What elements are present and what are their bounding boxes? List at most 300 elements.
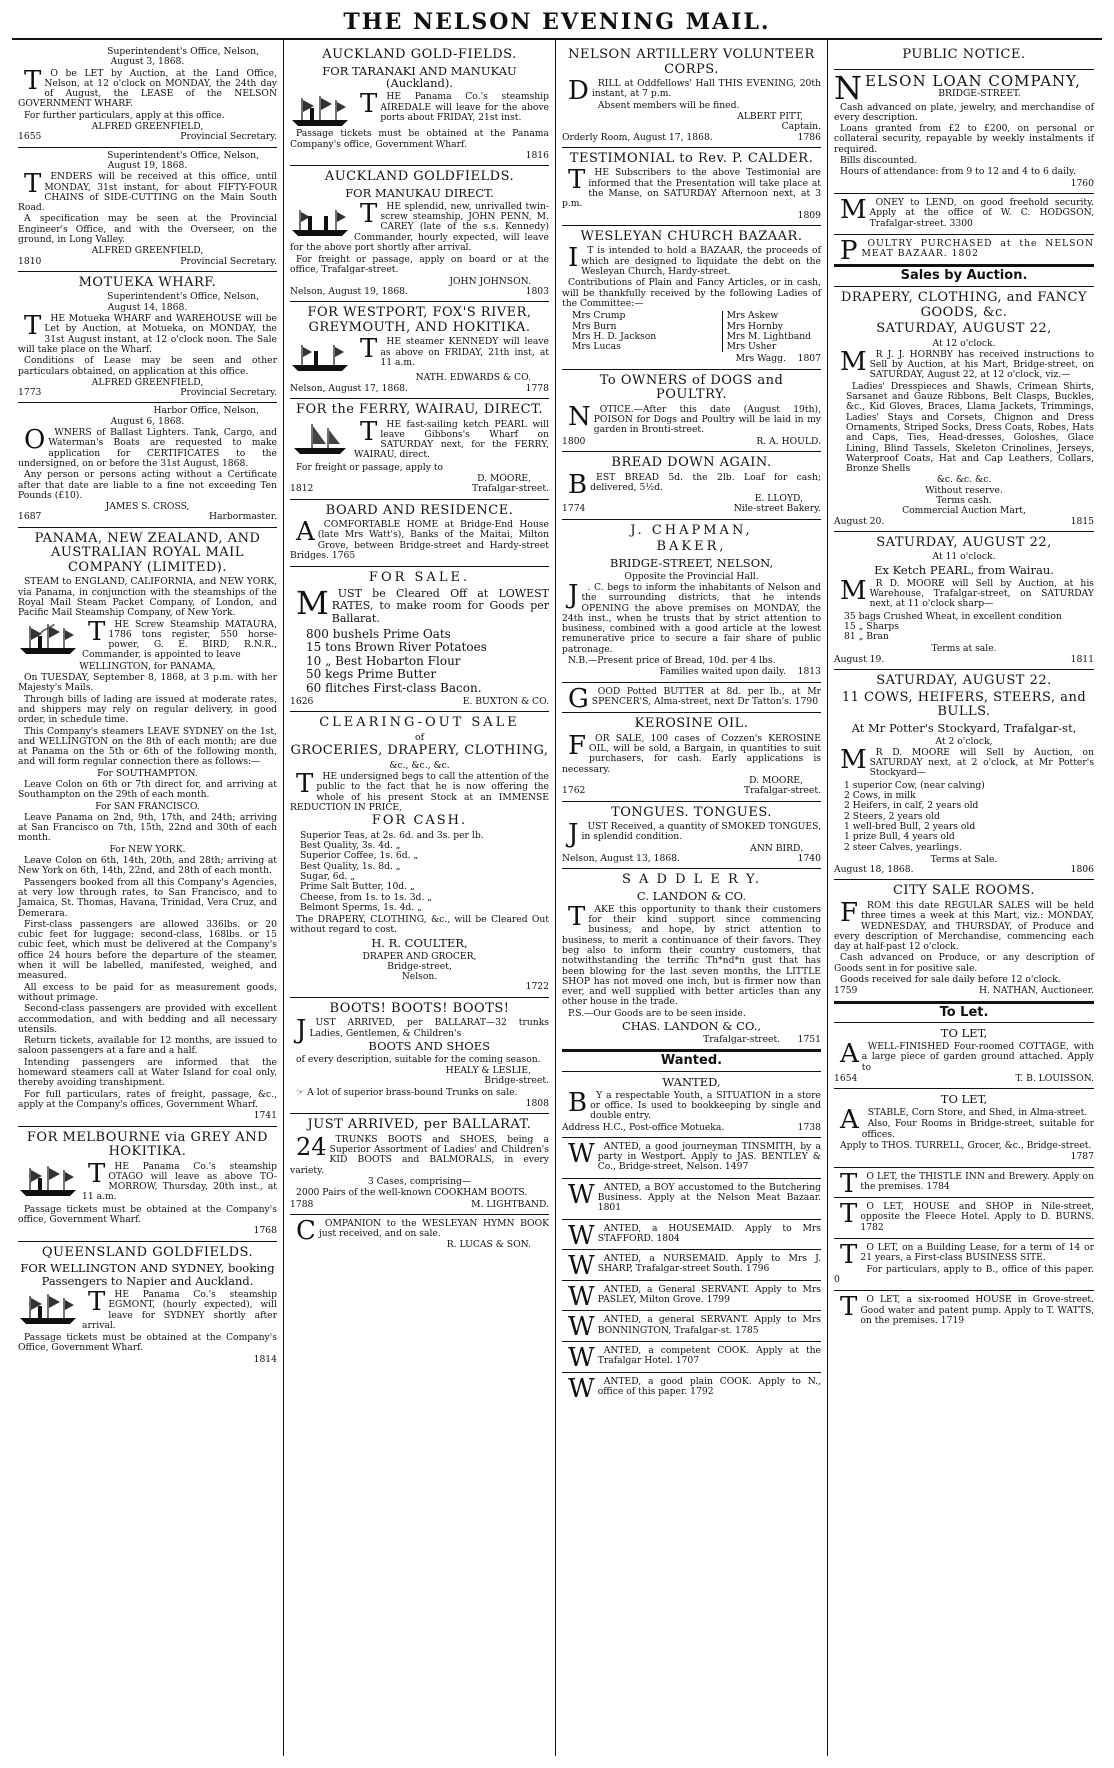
advert-title: AUCKLAND GOLDFIELDS.	[324, 169, 515, 185]
advert-number: 1740	[797, 853, 821, 865]
signature-role: Provincial Secretary.	[180, 387, 277, 399]
advert-text: Cash advanced on plate, jewelry, and merchandise of every description.	[834, 101, 1094, 123]
drop-cap: T	[840, 1199, 858, 1230]
drop-cap: W	[568, 1179, 595, 1210]
merchant-street: Bridge-street.	[484, 1075, 549, 1087]
advert-body: WELL-FINISHED Four-roomed COTTAGE, with a large piece of garden ground attached. Apply to	[861, 1041, 1094, 1073]
steamship-icon	[18, 1292, 78, 1326]
signature: D. MOORE,	[749, 775, 803, 786]
office-line: Harbor Office, Nelson,	[153, 405, 259, 417]
advert-body: . C. begs to inform the inhabitants of Nelson and the surrounding districts, that he intends OPENING the above premises on MONDAY, the 24th inst., when he trusts that by strict attention to business, combined with a good article at the lowest remunerative price to secure a fair share of public patronage.	[562, 582, 821, 655]
list-item: Mrs Askew	[726, 310, 779, 322]
advert-body: HE Panama Co.'s steamship AIREDALE will leave for the above ports about FRIDAY, 21st inst.	[380, 91, 549, 123]
drop-cap: W	[568, 1220, 595, 1251]
advert-body: ANTED, a HOUSEMAID. Apply to Mrs STAFFORD.	[597, 1222, 821, 1244]
advert-body: HE Motueka WHARF and WAREHOUSE will be Let by Auction, at Motueka, on MONDAY, the 31st August instant, at 12 o'clock noon. The Sale will take place on the Wharf.	[18, 313, 277, 355]
advert-body: OTICE.—After this date (August 19th), POISON for Dogs and Poultry will be laid in my garden in Bronti-street.	[593, 403, 821, 436]
advert-text: Passengers booked from all this Company's Agencies, at very low through rates, to San Francisco, and to Jamaica, St. Thomas, Havana, Trinidad, Vera Cruz, and Demerara.	[18, 876, 277, 919]
goods-list: Ladies' Dresspieces and Shawls, Crimean Shirts, Sarsanet and Gauze Ribbons, Belt Clasps, Buckles, &c., Kid Gloves, Braces, Llama Jackets, Trimmings, Ladies' Stays and Corsets, Chignon and Dress Ornaments, Striped Socks, Dress Coats, Robes, Hats and Caps, Ties, Head-dresses, Goloshes, Glace Lining, Blind Tassels, Skeleton Crinolines, Jerseys, Waterproof Coats, Hat and Cap Leathers, Collars, Bronze Shells	[846, 380, 1094, 475]
merchant-trade: BAKER,	[656, 539, 727, 555]
advert-cattle-auction	[834, 670, 1094, 880]
advert-text: N.B.—Present price of Bread, 10d. per 4 lbs.	[568, 655, 776, 667]
advert-wanted-servant-pasley	[562, 1281, 821, 1312]
auction-list	[844, 781, 1094, 853]
masthead: THE NELSON EVENING MAIL.	[343, 9, 771, 35]
advert-number: 1785	[735, 1324, 759, 1336]
advert-title: PANAMA, NEW ZEALAND, AND AUSTRALIAN ROYAL MAIL COMPANY (LIMITED).	[34, 530, 261, 575]
signature: ANN BIRD.	[750, 842, 803, 854]
columns	[12, 40, 1102, 1756]
advert-potted-butter	[562, 683, 821, 714]
advert-text: Through bills of lading are issued at moderate rates, and shippers may rely on regular delivery, in good order, in schedule time.	[18, 693, 277, 726]
advert-body: O LET, HOUSE and SHOP in Nile-street, opposite the Fleece Hotel. Apply to D. BURNS.	[860, 1201, 1094, 1223]
advert-body: HE steamer KENNEDY will leave as above on FRIDAY, 21th inst, at 11 a.m.	[380, 336, 549, 368]
advert-hymn-book	[290, 1215, 549, 1255]
advert-number: 1792	[690, 1385, 714, 1397]
advert-number: 1784	[926, 1180, 950, 1192]
merchant-street: Trafalgar-street.	[703, 1033, 781, 1045]
advert-number: 1803	[525, 285, 549, 297]
list-item: Best Quality, 1s. 8d. „	[300, 860, 401, 872]
advert-number: 1815	[1070, 515, 1094, 527]
sale-date: SATURDAY, AUGUST 22.	[876, 673, 1052, 689]
drop-cap: W	[568, 1281, 595, 1312]
advert-text: ☞ A lot of superior brass-bound Trunks on sale.	[296, 1086, 518, 1098]
advert-number: 1799	[706, 1294, 730, 1306]
advert-body: O LET, on a Building Lease, for a term of 14 or 21 years, a First-class BUSINESS SITE.	[860, 1242, 1094, 1264]
advert-number: 1751	[797, 1033, 821, 1045]
advert-body: ANTED, a NURSEMAID. Apply to Mrs J. SHARP, Trafalgar-street South.	[597, 1253, 821, 1275]
advert-for-sale	[290, 567, 549, 712]
advert-title: JUST ARRIVED, per BALLARAT.	[307, 1117, 532, 1133]
drop-cap: W	[568, 1312, 595, 1343]
advert-title: BOARD AND RESIDENCE.	[325, 502, 514, 518]
advert-artillery	[562, 44, 821, 148]
advert-number: 1801	[597, 1202, 622, 1214]
committee-list	[572, 311, 811, 352]
office-line: Superintendent's Office, Nelson,	[107, 149, 259, 161]
route-heading: For SAN FRANCISCO.	[95, 800, 200, 812]
advert-title: S A D D L E R Y.	[621, 872, 761, 888]
drop-cap: M	[840, 346, 867, 377]
list-item: Cheese, from 1s. to 1s. 3d. „	[300, 891, 433, 903]
advert-text: Passage tickets must be obtained at the Panama Company's office, Government Wharf.	[290, 128, 549, 150]
advert-ketch-pearl	[290, 399, 549, 500]
merchant-town: Nelson.	[401, 971, 438, 983]
advert-text: 2000 Pairs of the well-known COOKHAM BOOTS.	[296, 1187, 528, 1199]
advert-text: Intending passengers are informed that the homeward steamers call at Water Island for coal only, thereby avoiding transhipment.	[18, 1056, 277, 1089]
drop-cap: I	[568, 243, 579, 274]
drop-cap: D	[568, 76, 589, 107]
drop-cap: T	[296, 768, 314, 799]
advert-body: R D. MOORE will Sell by Auction, at his Warehouse, Trafalgar-street, on SATURDAY next, at 11 o'clock sharp—	[869, 577, 1094, 610]
list-item: 60 flitches First-class Bacon.	[306, 680, 482, 695]
drop-cap: T	[24, 169, 42, 200]
signature: JAMES S. CROSS,	[105, 501, 190, 513]
list-item: 15 tons Brown River Potatoes	[306, 640, 487, 655]
advert-title: PUBLIC NOTICE.	[902, 47, 1026, 62]
advert-text: Contributions of Plain and Fancy Articles, or in cash, will be thankfully received by the following Ladies of the Committee:—	[562, 277, 821, 309]
advert-body: ANTED, a good journeyman TINSMITH, by a party in Westport. Apply to JAS. BENTLEY & Co., Bridge-street, Nelson.	[597, 1140, 821, 1173]
advert-title: 11 COWS, HEIFERS, STEERS, and BULLS.	[841, 689, 1087, 720]
sale-terms: Terms cash.	[936, 495, 992, 507]
advert-text: Loans granted from £2 to £200, on personal or collateral security, repayable by weekly instalments if required.	[834, 123, 1094, 155]
advert-number: 1765	[331, 550, 356, 562]
advert-body: OOD Potted BUTTER at 8d. per lb., at Mr SPENCER'S, Alma-street, next Dr Tatton's.	[591, 685, 821, 707]
advert-text: Passage tickets must be obtained at the Company's Office, Government Wharf.	[18, 1332, 277, 1354]
advert-body: HE fast-sailing ketch PEARL will leave Gibbons's Wharf on SATURDAY next, for the FERRY, WAIRAU, direct.	[354, 418, 549, 461]
advert-clearing-out-sale	[290, 712, 549, 997]
signature: NATH. EDWARDS & CO.	[415, 372, 531, 384]
advert-body: ENDERS will be received at this office, until MONDAY, 31st instant, for about FIFTY-FOUR CHAINS of SIDE-CUTTING on the Main South Road.	[18, 171, 277, 214]
drop-cap: T	[568, 901, 586, 932]
advert-text: On TUESDAY, September 8, 1868, at 3 p.m. with her Majesty's Mails.	[18, 672, 277, 694]
list-item: 35 bags Crushed Wheat, in excellent condition	[844, 610, 1062, 622]
signature: HEALY & LESLIE,	[445, 1065, 531, 1077]
drop-cap: P	[840, 235, 859, 266]
advert-text: Conditions of Lease may be seen and other particulars obtained, on application at this office.	[18, 355, 277, 377]
advert-text: Address H.C., Post-office Motueka.	[562, 1121, 725, 1133]
list-item: 2 Cows, in milk	[844, 790, 916, 802]
list-item: Mrs Crump	[572, 310, 626, 322]
signature-role: Nile-street Bakery.	[733, 503, 821, 515]
advert-text: Cash advanced on Produce, or any description of Goods sent in for positive sale.	[834, 952, 1094, 974]
advert-just-arrived	[290, 1114, 549, 1215]
column-2	[284, 40, 556, 1756]
advert-etc: &c. &c. &c.	[936, 474, 992, 486]
advert-body: HE Panama Co.'s steamship OTAGO will leave as above TO-MORROW, Thursday, 20th inst., at 11 a.m.	[82, 1160, 277, 1203]
advert-text: Return tickets, available for 12 months, are issued to saloon passengers at a fare and a half.	[18, 1035, 277, 1057]
advert-number: 1812	[290, 483, 314, 495]
drop-cap: T	[360, 334, 378, 365]
advert-text: Leave Colon on 6th or 7th direct for, and arriving at Southampton on the 29th of each month.	[18, 779, 277, 801]
list-item: Prime Salt Butter, 10d. „	[300, 881, 415, 893]
advert-title: FOR WESTPORT, FOX'S RIVER, GREYMOUTH, AND HOKITIKA.	[307, 305, 532, 335]
column-4	[828, 40, 1100, 1756]
drop-cap: T	[568, 165, 586, 196]
merchant-location: Opposite the Provincial Hall.	[624, 570, 759, 582]
advert-text: Bills discounted.	[840, 155, 918, 167]
list-item: 2 Steers, 2 years old	[844, 810, 940, 822]
advert-title: KEROSINE OIL.	[634, 716, 749, 732]
advert-text: All excess to be paid for as measurement goods, without primage.	[18, 981, 277, 1003]
advert-number: 1804	[656, 1232, 680, 1244]
drop-cap: B	[568, 469, 588, 500]
mart-name: Commercial Auction Mart,	[902, 505, 1026, 517]
advert-body: Y a respectable Youth, a SITUATION in a store or office. Is used to bookkeeping by single and double entry.	[590, 1089, 821, 1122]
advert-wanted-housemaid	[562, 1220, 821, 1251]
drop-cap: T	[360, 416, 378, 447]
advert-number: 1762	[562, 785, 586, 797]
advert-subtitle: FOR WELLINGTON AND SYDNEY, booking Passengers to Napier and Auckland.	[20, 1261, 275, 1289]
advert-airedale	[290, 44, 549, 166]
advert-number: 1808	[525, 1097, 549, 1109]
drop-cap: F	[840, 897, 859, 928]
advert-poultry-purchased	[834, 235, 1094, 266]
advert-subtitle: GROCERIES, DRAPERY, CLOTHING,	[290, 743, 549, 759]
advert-to-let-house-shop	[834, 1198, 1094, 1239]
date-line: Nelson, August 19, 1868.	[290, 285, 408, 297]
advert-number: 1719	[940, 1314, 965, 1326]
price-list	[300, 831, 549, 913]
date-line: Orderly Room, August 17, 1868.	[562, 131, 713, 143]
advert-text: The DRAPERY, CLOTHING, &c., will be Cleared Out without regard to cost.	[290, 914, 549, 936]
advert-wanted-cook	[562, 1342, 821, 1373]
sale-terms: Terms at sale.	[931, 643, 997, 655]
signature-role: Provincial Secretary.	[180, 255, 277, 267]
drop-cap: W	[568, 1138, 595, 1169]
list-item: Sugar, 6d. „	[300, 870, 356, 882]
advert-text: Without reserve.	[925, 484, 1003, 496]
advert-subtitle: FOR MANUKAU DIRECT.	[345, 185, 494, 200]
sale-time: At 2 o'clock,	[935, 735, 993, 747]
advert-to-let-grove-street	[834, 1291, 1094, 1331]
drop-cap: T	[360, 198, 378, 229]
advert-title: TO LET,	[940, 1026, 988, 1041]
route-heading: For NEW YORK.	[109, 843, 186, 855]
list-item: 1 superior Cow, (near calving)	[844, 779, 985, 791]
drop-cap: T	[840, 1292, 858, 1323]
list-item: Belmont Sperms, 1s. 4d. „	[300, 901, 422, 913]
advert-title: WESLEYAN CHURCH BAZAAR.	[580, 228, 803, 244]
steamship-icon	[290, 204, 350, 238]
drop-cap: T	[88, 1286, 106, 1317]
advert-text: For freight or passage, apply on board or at the office, Trafalgar-street.	[290, 254, 549, 276]
advert-number: 1626	[290, 696, 314, 707]
advert-body: WNERS of Ballast Lighters. Tank, Cargo, and Waterman's Boats are requested to make application for CERTIFICATES to the undersigned, on or before the 31st August, 1868.	[18, 427, 277, 469]
signature: T. B. LOUISSON.	[1015, 1072, 1094, 1084]
drop-cap: T	[24, 311, 42, 342]
advert-boots	[290, 998, 549, 1115]
advert-number: 1802	[951, 248, 979, 260]
advert-money-to-lend	[834, 194, 1094, 235]
list-item: 2 steer Calves, yearlings.	[844, 841, 962, 853]
drop-cap: O	[24, 425, 46, 456]
section-heading-auctions: Sales by Auction.	[834, 265, 1094, 287]
signature: E. LLOYD,	[754, 493, 803, 505]
drop-cap: J	[568, 580, 579, 610]
drop-cap: T	[360, 89, 378, 120]
advert-harbor-office	[18, 403, 277, 527]
merchant-name: H. R. COULTER,	[371, 935, 468, 950]
list-item: 2 Heifers, in calf, 2 years old	[844, 800, 979, 812]
sale-time: At 11 o'clock.	[932, 551, 996, 563]
sale-place: At Mr Potter's Stockyard, Trafalgar-st,	[851, 720, 1077, 735]
drop-cap: M	[296, 583, 329, 622]
list-item: 15 „ Sharps	[844, 620, 899, 632]
drop-cap: M	[840, 194, 867, 225]
list-item: Mrs Hornby	[726, 320, 783, 332]
drop-cap: W	[568, 1373, 595, 1404]
advert-title: MOTUEKA WHARF.	[78, 274, 217, 290]
list-item: 10 „ Best Hobarton Flour	[306, 653, 461, 668]
advert-wanted-plain-cook	[562, 1373, 821, 1403]
signature-role: Harbormaster.	[208, 511, 277, 523]
advert-number: 1806	[1070, 864, 1094, 876]
date-line: Nelson, August 17, 1868.	[290, 382, 408, 394]
advert-body: TRUNKS BOOTS and SHOES, being a Superior Assortment of Ladies' and Children's KID BOOTS and BALMORALS, in every variety.	[290, 1133, 549, 1176]
advert-body: ANTED, a good plain COOK. Apply to N., office of this paper.	[597, 1375, 821, 1397]
advert-number: 1790	[794, 695, 819, 707]
advert-number: 1687	[18, 511, 42, 523]
advert-kennedy	[290, 302, 549, 399]
sale-date: SATURDAY, AUGUST 22,	[876, 534, 1052, 550]
list-item: Mrs M. Lightband	[726, 330, 811, 342]
advert-nelson-loan	[834, 70, 1094, 194]
signature: ALFRED GREENFIELD,	[91, 376, 204, 388]
advert-number: 1722	[525, 981, 549, 993]
advert-text: Apply to THOS. TURRELL, Grocer, &c., Bridge-street.	[840, 1140, 1092, 1151]
advert-side-cutting-tenders	[18, 148, 277, 272]
drop-cap: G	[568, 683, 589, 714]
list-item: Mrs Usher	[726, 341, 777, 353]
advert-number: 1773	[18, 387, 42, 399]
advert-body: HE Screw Steamship MATAURA, 1786 tons register, 550 horse-power, G. E. BIRD, R.N.R., Commander, is appointed to leave	[82, 618, 277, 661]
sale-terms: Terms at Sale.	[930, 853, 998, 865]
advert-number: 1816	[525, 149, 549, 161]
drop-cap: A	[296, 517, 315, 548]
advert-body: O LET, the THISTLE INN and Brewery. Apply on the premises.	[860, 1170, 1094, 1192]
list-item: 1 well-bred Bull, 2 years old	[844, 820, 976, 832]
advert-title: Ex Ketch PEARL, from Wairau.	[874, 562, 1054, 577]
advert-text: Any person or persons acting without a Certificate after that date are liable to a fine not exceeding Ten Pounds (£10).	[18, 469, 277, 501]
advert-title: AUCKLAND GOLD-FIELDS.	[322, 47, 517, 62]
route-heading: For SOUTHAMPTON.	[97, 767, 198, 779]
advert-text: Absent members will be fined.	[597, 99, 740, 111]
date-line: Nelson, August 13, 1868.	[562, 853, 680, 865]
drop-cap: N	[568, 401, 591, 432]
section-heading-wanted: Wanted.	[562, 1050, 821, 1072]
advert-saddlery	[562, 869, 821, 1050]
steamship-icon	[18, 1164, 78, 1198]
list-item: Mrs H. D. Jackson	[572, 330, 657, 342]
advert-body: UST be Cleared Off at LOWEST RATES, to make room for Goods per Ballarat.	[331, 586, 549, 625]
advert-body: STABLE, Corn Store, and Shed, in Alma-street.	[867, 1107, 1088, 1119]
signature-role: Captain.	[781, 121, 821, 133]
signature: JOHN JOHNSON.	[449, 275, 531, 287]
advert-number: 1768	[253, 1225, 277, 1237]
advert-body: UST Received, a quantity of SMOKED TONGUES, in splendid condition.	[581, 821, 821, 843]
advert-hornby-auction	[834, 287, 1094, 532]
list-item: 800 bushels Prime Oats	[306, 626, 451, 641]
advert-body: O LET, a six-roomed HOUSE in Grove-street. Good water and patent pump. Apply to T. WATTS, on the premises.	[860, 1294, 1094, 1326]
advert-text: First-class passengers are allowed 336lbs. or 20 cubic feet for luggage; second-class, 168lbs. or 15 cubic feet, which must be delivered at the Company's office 24 hours before the departure of the steamer, when it will be labelled, manifested, weighed, and measured.	[18, 918, 277, 982]
advert-body: ROM this date REGULAR SALES will be held three times a week at this Mart, viz.: MONDAY, WEDNESDAY, and THURSDAY, of Produce and every description of Merchandise, commencing each day at half-past 12 o'clock.	[834, 899, 1094, 953]
auction-list	[844, 612, 1094, 643]
advert-number: 1654	[834, 1072, 858, 1084]
advert-body: ONEY to LEND, on good freehold security. Apply at the office of W. C. HODGSON, Trafalgar-street.	[869, 196, 1094, 229]
advert-text: Goods received for sale daily before 12 o'clock.	[840, 974, 1061, 986]
advert-number: 1787	[1070, 1151, 1094, 1163]
advert-text: Families waited upon daily.	[659, 666, 786, 678]
drop-cap: W	[568, 1342, 595, 1373]
drop-cap: A	[840, 1105, 859, 1136]
signature: D. MOORE,	[477, 473, 531, 484]
for-cash-heading: FOR CASH.	[371, 813, 468, 829]
date-line: August 6, 1868.	[110, 415, 185, 427]
drop-cap: T	[88, 1158, 106, 1189]
sale-time: At 12 o'clock.	[932, 337, 996, 349]
advert-text: Leave Colon on 6th, 14th, 20th, and 28th; arriving at New York on 6th, 14th, 22nd, and 28th of each month.	[18, 855, 277, 877]
drop-cap: M	[840, 744, 867, 775]
signature: ALBERT PITT,	[737, 110, 803, 122]
advert-body: OULTRY PURCHASED at the NELSON MEAT BAZAAR.	[861, 237, 1094, 260]
advert-body: ANTED, a BOY accustomed to the Butchering Business. Apply at the Nelson Meat Bazaar.	[597, 1181, 821, 1203]
advert-text: Hours of attendance: from 9 to 12 and 4 to 6 daily.	[840, 166, 1076, 178]
advert-to-let-cottage	[834, 1023, 1094, 1089]
advert-body: ANTED, a general SERVANT. Apply to Mrs BONNINGTON, Trafalgar-st.	[597, 1314, 821, 1336]
advert-number: 1811	[1070, 653, 1094, 665]
advert-etc: &c., &c., &c.	[389, 759, 450, 771]
advert-wanted-situation	[562, 1072, 821, 1138]
advert-title: QUEENSLAND GOLDFIELDS.	[41, 1244, 254, 1260]
advert-text: For further particulars, apply at this office.	[24, 109, 225, 121]
date-line: August 20.	[834, 515, 885, 527]
advert-body: HE Panama Co.'s steamship EGMONT, (hourly expected), will leave for SYDNEY shortly after arrival.	[82, 1288, 277, 1331]
advert-body: HE Subscribers to the above Testimonial are informed that the Presentation will take place at the Manse, on SATURDAY Afternoon next, at 3 p.m.	[562, 167, 821, 210]
advert-number: 1759	[834, 985, 858, 997]
advert-body: OR SALE, 100 cases of Cozzen's KEROSINE OIL, will be sold, a Bargain, in quantities to suit purchasers, for cash. Early applications is necessary.	[562, 732, 821, 775]
advert-number: 1707	[675, 1355, 700, 1367]
advert-number: 1800	[562, 435, 586, 447]
drop-cap: 24	[296, 1132, 327, 1161]
advert-wanted-servant-bonnington	[562, 1311, 821, 1342]
advert-to-let-stable	[834, 1089, 1094, 1167]
advert-number: 1774	[562, 503, 586, 515]
advert-wanted-tinsmith	[562, 1138, 821, 1179]
date-line: August 18, 1868.	[834, 864, 914, 876]
advert-title: DRAPERY, CLOTHING, and FANCY GOODS, &c.	[840, 289, 1088, 320]
advert-title: J. CHAPMAN,	[630, 522, 753, 538]
advert-title: To OWNERS of DOGS and POULTRY.	[599, 372, 784, 403]
date-line: August 14, 1868.	[107, 301, 188, 313]
signature: ALFRED GREENFIELD,	[91, 245, 204, 257]
advert-text: This Company's steamers LEAVE SYDNEY on the 1st, and WELLINGTON on the 8th of each month; are due at Panama on the 5th or 6th of the following month, and will form regular connection there as follows:—	[18, 725, 277, 768]
advert-title: FOR MELBOURNE via GREY AND HOKITIKA.	[26, 1129, 269, 1160]
drop-cap: T	[88, 616, 106, 647]
column-3	[556, 40, 828, 1756]
drop-cap: N	[834, 68, 862, 107]
section-heading-to-let: To Let.	[834, 1002, 1094, 1024]
advert-number: 1796	[745, 1263, 770, 1275]
advert-text: For freight or passage, apply to	[296, 461, 444, 473]
signature: R. LUCAS & SON.	[446, 1239, 531, 1251]
date-line: August 3, 1868.	[110, 56, 185, 68]
list-item: Best Quality, 3s. 4d. „	[300, 840, 401, 852]
advert-text: For full particulars, rates of freight, passage, &c., apply at the Company's offices, Government Wharf.	[18, 1088, 277, 1110]
advert-tongues	[562, 802, 821, 870]
list-item: 81 „ Bran	[844, 631, 889, 643]
advert-number: 1741	[253, 1110, 277, 1122]
advert-body: AKE this opportunity to thank their customers for their kind support since commencing business, and hope, by strict attention to business, to merit a continuance of their favors. They beg also to inform their country customers, that notwithstanding the terrific Th*nd*n gust that has been blowing for the last seven months, the LITTLE SHOP has not moved one inch, but is firmer now than ever, and well supplied with better articles than any other house in the trade.	[562, 903, 821, 1008]
advert-title: TO LET,	[940, 1092, 988, 1107]
advert-body: RILL at Oddfellows' Hall THIS EVENING, 20th instant, at 7 p.m.	[591, 78, 821, 100]
advert-motueka-wharf	[18, 272, 277, 404]
advert-text: For particulars, apply to B., office of this paper.	[866, 1263, 1094, 1275]
advert-to-let-business-site	[834, 1239, 1094, 1291]
list-item: Mrs Wagg.	[735, 353, 786, 365]
advert-testimonial	[562, 148, 821, 226]
advert-number: 1782	[860, 1221, 884, 1233]
signature: E. BUXTON & CO.	[462, 696, 549, 707]
advert-john-penn	[290, 166, 549, 302]
drop-cap: F	[568, 730, 587, 761]
advert-text: Leave Panama on 2nd, 9th, 17th, and 24th; arriving at San Francisco on 7th, 15th, 22nd and 30th of each month.	[18, 811, 277, 844]
signature-role: Trafalgar-street.	[472, 483, 549, 495]
advert-dogs-poultry	[562, 370, 821, 452]
drop-cap: T	[24, 65, 42, 96]
advert-board-residence	[290, 500, 549, 568]
